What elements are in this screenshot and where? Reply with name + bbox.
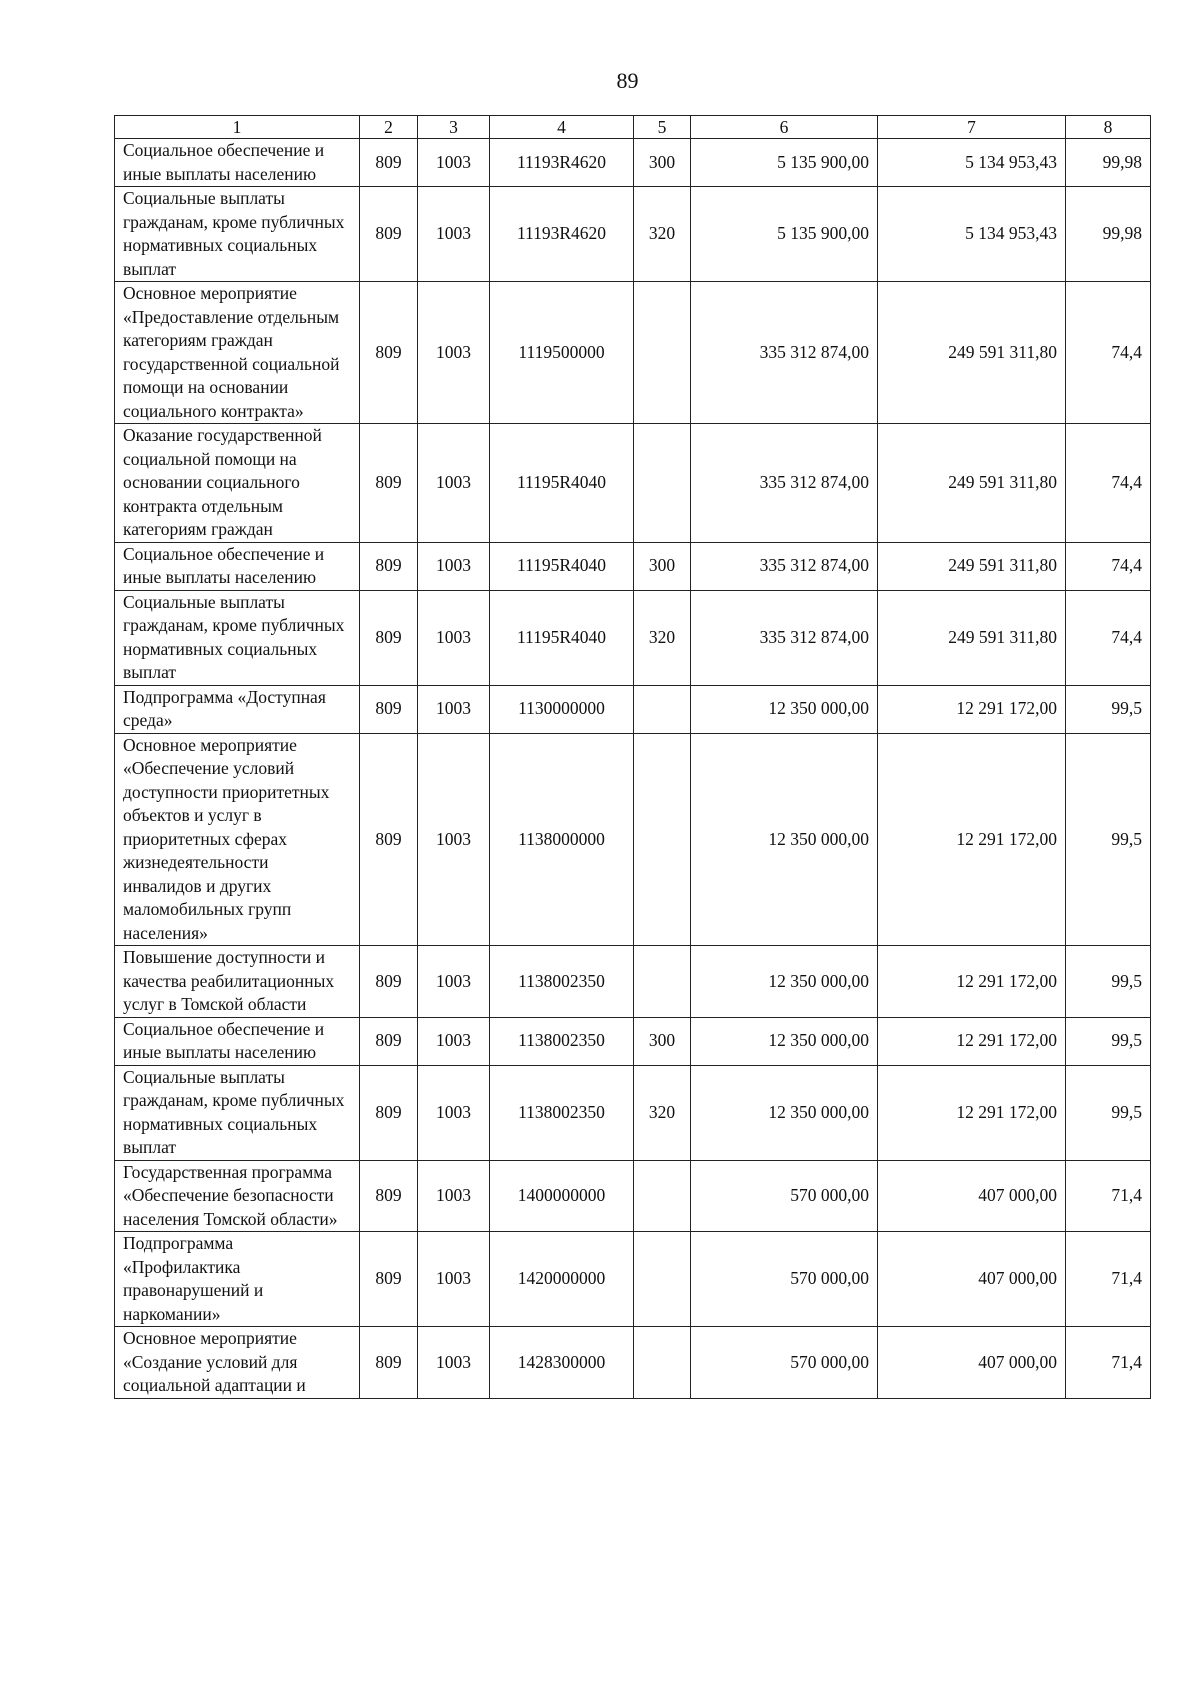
section-code-cell: 1003	[418, 1232, 490, 1327]
executed-amount-cell: 5 134 953,43	[878, 187, 1066, 282]
row-name-cell: Основное мероприятие «Обеспечение условий доступности приоритетных объектов и услуг в приоритетных сферах жизнедеятельности инвалидов и других маломобильных групп населения»	[115, 733, 360, 946]
row-name-cell: Социальные выплаты гражданам, кроме публичных нормативных социальных выплат	[115, 590, 360, 685]
gov-code-cell: 809	[360, 1232, 418, 1327]
planned-amount-cell: 12 350 000,00	[691, 1017, 878, 1065]
section-code-cell: 1003	[418, 590, 490, 685]
section-code-cell: 1003	[418, 1160, 490, 1232]
column-header: 7	[878, 116, 1066, 139]
column-header: 8	[1066, 116, 1151, 139]
expense-type-cell: 300	[634, 1017, 691, 1065]
executed-amount-cell: 12 291 172,00	[878, 1065, 1066, 1160]
percent-cell: 74,4	[1066, 282, 1151, 424]
expense-type-cell	[634, 946, 691, 1018]
column-header: 4	[490, 116, 634, 139]
gov-code-cell: 809	[360, 590, 418, 685]
gov-code-cell: 809	[360, 1327, 418, 1399]
section-code-cell: 1003	[418, 1017, 490, 1065]
executed-amount-cell: 249 591 311,80	[878, 424, 1066, 543]
target-article-cell: 11195R4040	[490, 424, 634, 543]
table-row	[115, 1065, 1151, 1160]
planned-amount-cell: 5 135 900,00	[691, 139, 878, 187]
table-row	[115, 139, 1151, 187]
table-row	[115, 187, 1151, 282]
planned-amount-cell: 335 312 874,00	[691, 542, 878, 590]
row-name-cell: Государственная программа «Обеспечение безопасности населения Томской области»	[115, 1160, 360, 1232]
table-row	[115, 542, 1151, 590]
row-name-cell: Подпрограмма «Профилактика правонарушений и наркомании»	[115, 1232, 360, 1327]
percent-cell: 71,4	[1066, 1232, 1151, 1327]
executed-amount-cell: 407 000,00	[878, 1160, 1066, 1232]
expense-type-cell	[634, 1232, 691, 1327]
percent-cell: 74,4	[1066, 542, 1151, 590]
executed-amount-cell: 249 591 311,80	[878, 590, 1066, 685]
gov-code-cell: 809	[360, 685, 418, 733]
percent-cell: 99,98	[1066, 187, 1151, 282]
expense-type-cell	[634, 1160, 691, 1232]
expense-type-cell: 320	[634, 590, 691, 685]
planned-amount-cell: 5 135 900,00	[691, 187, 878, 282]
target-article-cell: 1138000000	[490, 733, 634, 946]
planned-amount-cell: 12 350 000,00	[691, 946, 878, 1018]
target-article-cell: 1400000000	[490, 1160, 634, 1232]
gov-code-cell: 809	[360, 733, 418, 946]
target-article-cell: 1130000000	[490, 685, 634, 733]
section-code-cell: 1003	[418, 187, 490, 282]
percent-cell: 99,5	[1066, 1065, 1151, 1160]
planned-amount-cell: 570 000,00	[691, 1160, 878, 1232]
planned-amount-cell: 335 312 874,00	[691, 424, 878, 543]
executed-amount-cell: 12 291 172,00	[878, 685, 1066, 733]
column-header: 2	[360, 116, 418, 139]
row-name-cell: Оказание государственной социальной помощи на основании социального контракта отдельным категориям граждан	[115, 424, 360, 543]
table-row	[115, 946, 1151, 1018]
percent-cell: 99,98	[1066, 139, 1151, 187]
table-row	[115, 1160, 1151, 1232]
table-row	[115, 590, 1151, 685]
row-name-cell: Повышение доступности и качества реабилитационных услуг в Томской области	[115, 946, 360, 1018]
expense-type-cell: 300	[634, 542, 691, 590]
executed-amount-cell: 249 591 311,80	[878, 282, 1066, 424]
percent-cell: 71,4	[1066, 1327, 1151, 1399]
gov-code-cell: 809	[360, 139, 418, 187]
gov-code-cell: 809	[360, 946, 418, 1018]
expense-type-cell	[634, 685, 691, 733]
section-code-cell: 1003	[418, 542, 490, 590]
header-row	[115, 116, 1151, 139]
gov-code-cell: 809	[360, 187, 418, 282]
target-article-cell: 11195R4040	[490, 542, 634, 590]
row-name-cell: Основное мероприятие «Предоставление отдельным категориям граждан государственной социальной помощи на основании социального контракта»	[115, 282, 360, 424]
gov-code-cell: 809	[360, 542, 418, 590]
section-code-cell: 1003	[418, 946, 490, 1018]
section-code-cell: 1003	[418, 1065, 490, 1160]
table-row	[115, 1232, 1151, 1327]
expense-type-cell: 300	[634, 139, 691, 187]
executed-amount-cell: 12 291 172,00	[878, 1017, 1066, 1065]
expense-type-cell: 320	[634, 1065, 691, 1160]
gov-code-cell: 809	[360, 1017, 418, 1065]
target-article-cell: 11195R4040	[490, 590, 634, 685]
section-code-cell: 1003	[418, 1327, 490, 1399]
table-row	[115, 733, 1151, 946]
row-name-cell: Социальное обеспечение и иные выплаты населению	[115, 1017, 360, 1065]
gov-code-cell: 809	[360, 282, 418, 424]
executed-amount-cell: 407 000,00	[878, 1327, 1066, 1399]
target-article-cell: 11193R4620	[490, 139, 634, 187]
budget-table	[114, 115, 1151, 1399]
percent-cell: 71,4	[1066, 1160, 1151, 1232]
section-code-cell: 1003	[418, 282, 490, 424]
row-name-cell: Социальные выплаты гражданам, кроме публичных нормативных социальных выплат	[115, 1065, 360, 1160]
target-article-cell: 1138002350	[490, 1017, 634, 1065]
gov-code-cell: 809	[360, 424, 418, 543]
row-name-cell: Социальные выплаты гражданам, кроме публичных нормативных социальных выплат	[115, 187, 360, 282]
target-article-cell: 1420000000	[490, 1232, 634, 1327]
page-number: 89	[616, 68, 639, 93]
row-name-cell: Социальное обеспечение и иные выплаты населению	[115, 139, 360, 187]
target-article-cell: 1428300000	[490, 1327, 634, 1399]
planned-amount-cell: 570 000,00	[691, 1327, 878, 1399]
target-article-cell: 1138002350	[490, 946, 634, 1018]
section-code-cell: 1003	[418, 685, 490, 733]
row-name-cell: Социальное обеспечение и иные выплаты населению	[115, 542, 360, 590]
executed-amount-cell: 407 000,00	[878, 1232, 1066, 1327]
section-code-cell: 1003	[418, 424, 490, 543]
percent-cell: 74,4	[1066, 590, 1151, 685]
expense-type-cell	[634, 424, 691, 543]
planned-amount-cell: 12 350 000,00	[691, 1065, 878, 1160]
table-row	[115, 424, 1151, 543]
row-name-cell: Основное мероприятие «Создание условий для социальной адаптации и	[115, 1327, 360, 1399]
planned-amount-cell: 12 350 000,00	[691, 733, 878, 946]
column-header: 1	[115, 116, 360, 139]
target-article-cell: 1138002350	[490, 1065, 634, 1160]
executed-amount-cell: 12 291 172,00	[878, 946, 1066, 1018]
percent-cell: 74,4	[1066, 424, 1151, 543]
table-row	[115, 1327, 1151, 1399]
table-row	[115, 685, 1151, 733]
executed-amount-cell: 249 591 311,80	[878, 542, 1066, 590]
planned-amount-cell: 335 312 874,00	[691, 282, 878, 424]
planned-amount-cell: 570 000,00	[691, 1232, 878, 1327]
expense-type-cell	[634, 1327, 691, 1399]
section-code-cell: 1003	[418, 733, 490, 946]
column-header: 5	[634, 116, 691, 139]
target-article-cell: 11193R4620	[490, 187, 634, 282]
table-row	[115, 1017, 1151, 1065]
column-header: 3	[418, 116, 490, 139]
table-row	[115, 282, 1151, 424]
target-article-cell: 1119500000	[490, 282, 634, 424]
expense-type-cell: 320	[634, 187, 691, 282]
percent-cell: 99,5	[1066, 1017, 1151, 1065]
gov-code-cell: 809	[360, 1065, 418, 1160]
expense-type-cell	[634, 733, 691, 946]
table-body	[115, 139, 1151, 1399]
section-code-cell: 1003	[418, 139, 490, 187]
expense-type-cell	[634, 282, 691, 424]
percent-cell: 99,5	[1066, 685, 1151, 733]
executed-amount-cell: 12 291 172,00	[878, 733, 1066, 946]
percent-cell: 99,5	[1066, 733, 1151, 946]
planned-amount-cell: 335 312 874,00	[691, 590, 878, 685]
column-header: 6	[691, 116, 878, 139]
planned-amount-cell: 12 350 000,00	[691, 685, 878, 733]
gov-code-cell: 809	[360, 1160, 418, 1232]
row-name-cell: Подпрограмма «Доступная среда»	[115, 685, 360, 733]
executed-amount-cell: 5 134 953,43	[878, 139, 1066, 187]
percent-cell: 99,5	[1066, 946, 1151, 1018]
